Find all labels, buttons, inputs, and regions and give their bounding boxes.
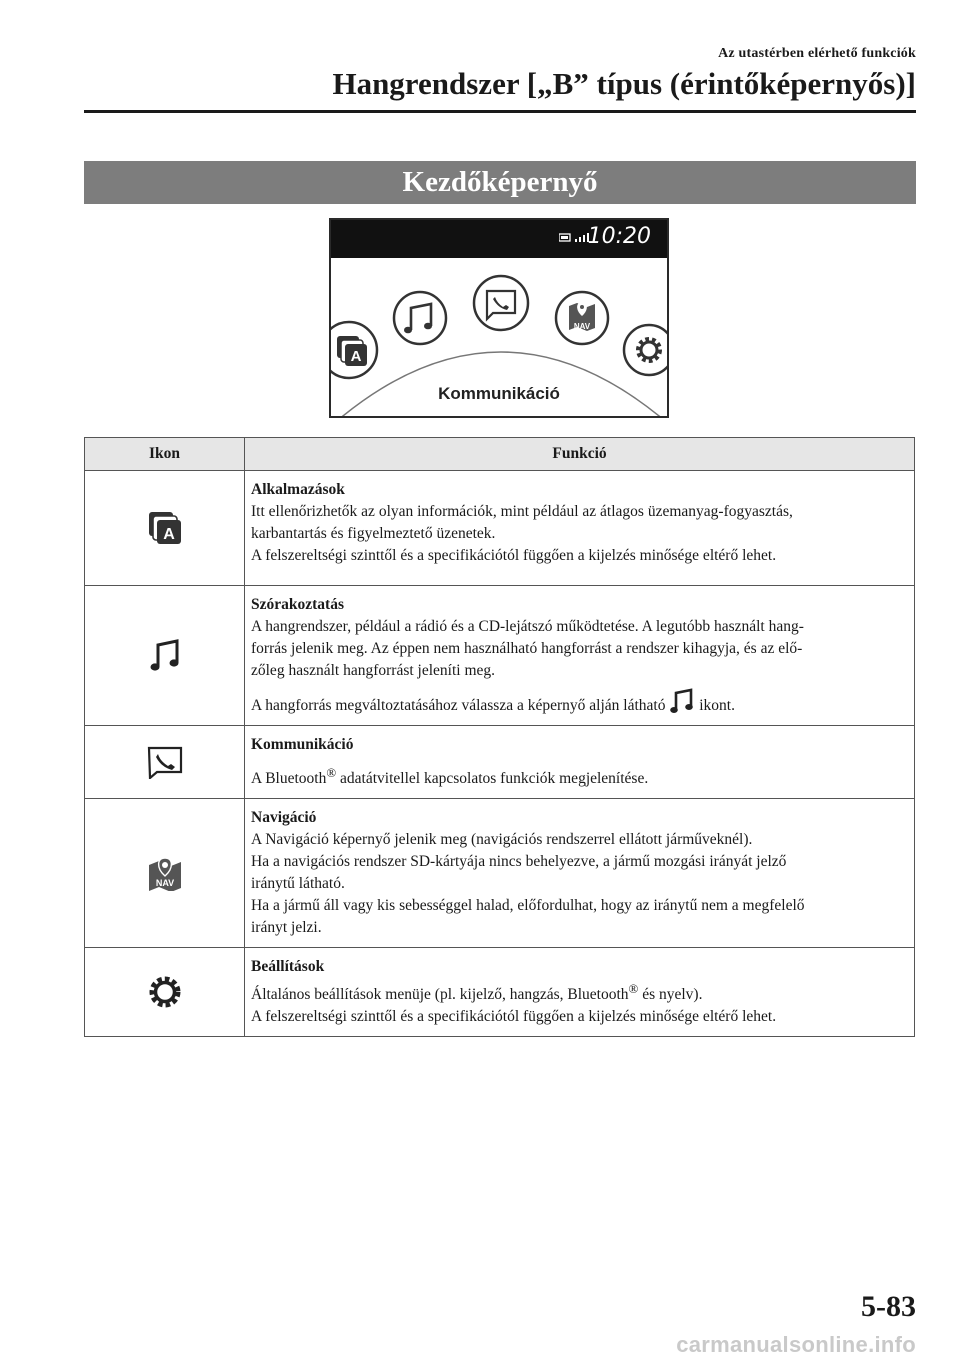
function-text: A hangrendszer, például a rádió és a CD-lejátszó működtetése. A legutóbb használt hang- [251,618,804,635]
function-text: Általános beállítások menüje (pl. kijelző, hangzás, Bluetooth® és nyelv). [251,981,703,1004]
function-title: Alkalmazások [251,481,345,498]
table-row [85,471,915,586]
column-header-function: Funkció [245,438,915,471]
navigation-icon [147,855,183,891]
table-row [85,948,915,1037]
page-number: 5-83 [861,1290,916,1323]
home-screen-illustration [329,218,669,418]
function-text: Ha a navigációs rendszer SD-kártyája nincs behelyezve, a jármű mozgási irányát jelző [251,853,787,871]
function-text: A felszereltségi szinttől és a specifikációtól függően a kijelzés minősége eltérő lehet. [251,547,777,564]
table-row [85,799,915,948]
function-title: Beállítások [251,958,325,976]
table-header-row [85,438,915,471]
settings-gear-icon [147,974,183,1010]
section-title: Kezdőképernyő [84,161,916,204]
svg-text:A: A [162,526,175,543]
svg-text:NAV: NAV [155,878,174,889]
screen-status-bar [331,220,667,258]
column-header-icon: Ikon [85,438,245,471]
music-note-icon[interactable] [394,292,446,344]
function-title: Kommunikáció [251,736,354,753]
function-text: iránytű látható. [251,875,345,893]
function-text: A Navigáció képernyő jelenik meg (navigációs rendszerrel ellátott járműveknél). [251,831,753,849]
function-text: A Bluetooth® adatátvitellel kapcsolatos funkciók megjelenítése. [251,765,649,788]
table-row [85,586,915,726]
chapter-heading: Az utastérben elérhető funkciók [718,46,916,61]
icon-function-table [84,437,915,1037]
music-note-icon [669,688,695,714]
function-text: irányt jelzi. [251,919,322,937]
function-title: Navigáció [251,809,317,827]
apps-icon [148,511,182,545]
apps-icon[interactable] [331,322,377,378]
function-text: zőleg használt hangforrást jeleníti meg. [251,662,496,679]
selected-item-label: Kommunikáció [438,384,560,403]
phone-chat-icon[interactable] [474,276,528,330]
function-text: Ha a jármű áll vagy kis sebességgel halad, előfordulhat, hogy az iránytű nem a megfelelő [251,897,805,915]
navigation-icon[interactable] [556,292,608,344]
settings-gear-icon[interactable] [624,325,669,375]
page-title: Hangrendszer [„B” típus (érintőképernyős)] [332,66,916,101]
function-text: A felszereltségi szinttől és a specifikációtól függően a kijelzés minősége eltérő lehet. [251,1008,777,1026]
table-row [85,726,915,799]
clock-time: 10:20 [587,224,651,249]
music-note-icon [149,639,181,673]
function-title: Szórakoztatás [251,596,344,613]
svg-text:NAV: NAV [573,322,591,331]
function-text: karbantartás és figyelmeztető üzenetek. [251,525,496,542]
header-divider [84,110,916,113]
phone-chat-icon [147,745,183,779]
function-text: forrás jelenik meg. Az éppen nem használható hangforrást a rendszer kihagyja, és az elő- [251,640,803,657]
svg-text:A: A [350,348,362,365]
watermark: carmanualsonline.info [676,1332,916,1357]
function-note: A hangforrás megváltoztatásához válassza a képernyő alján látható ikont. [251,688,904,717]
function-text: Itt ellenőrizhetők az olyan információk, mint például az átlagos üzemanyag-fogyasztás, [251,503,793,520]
